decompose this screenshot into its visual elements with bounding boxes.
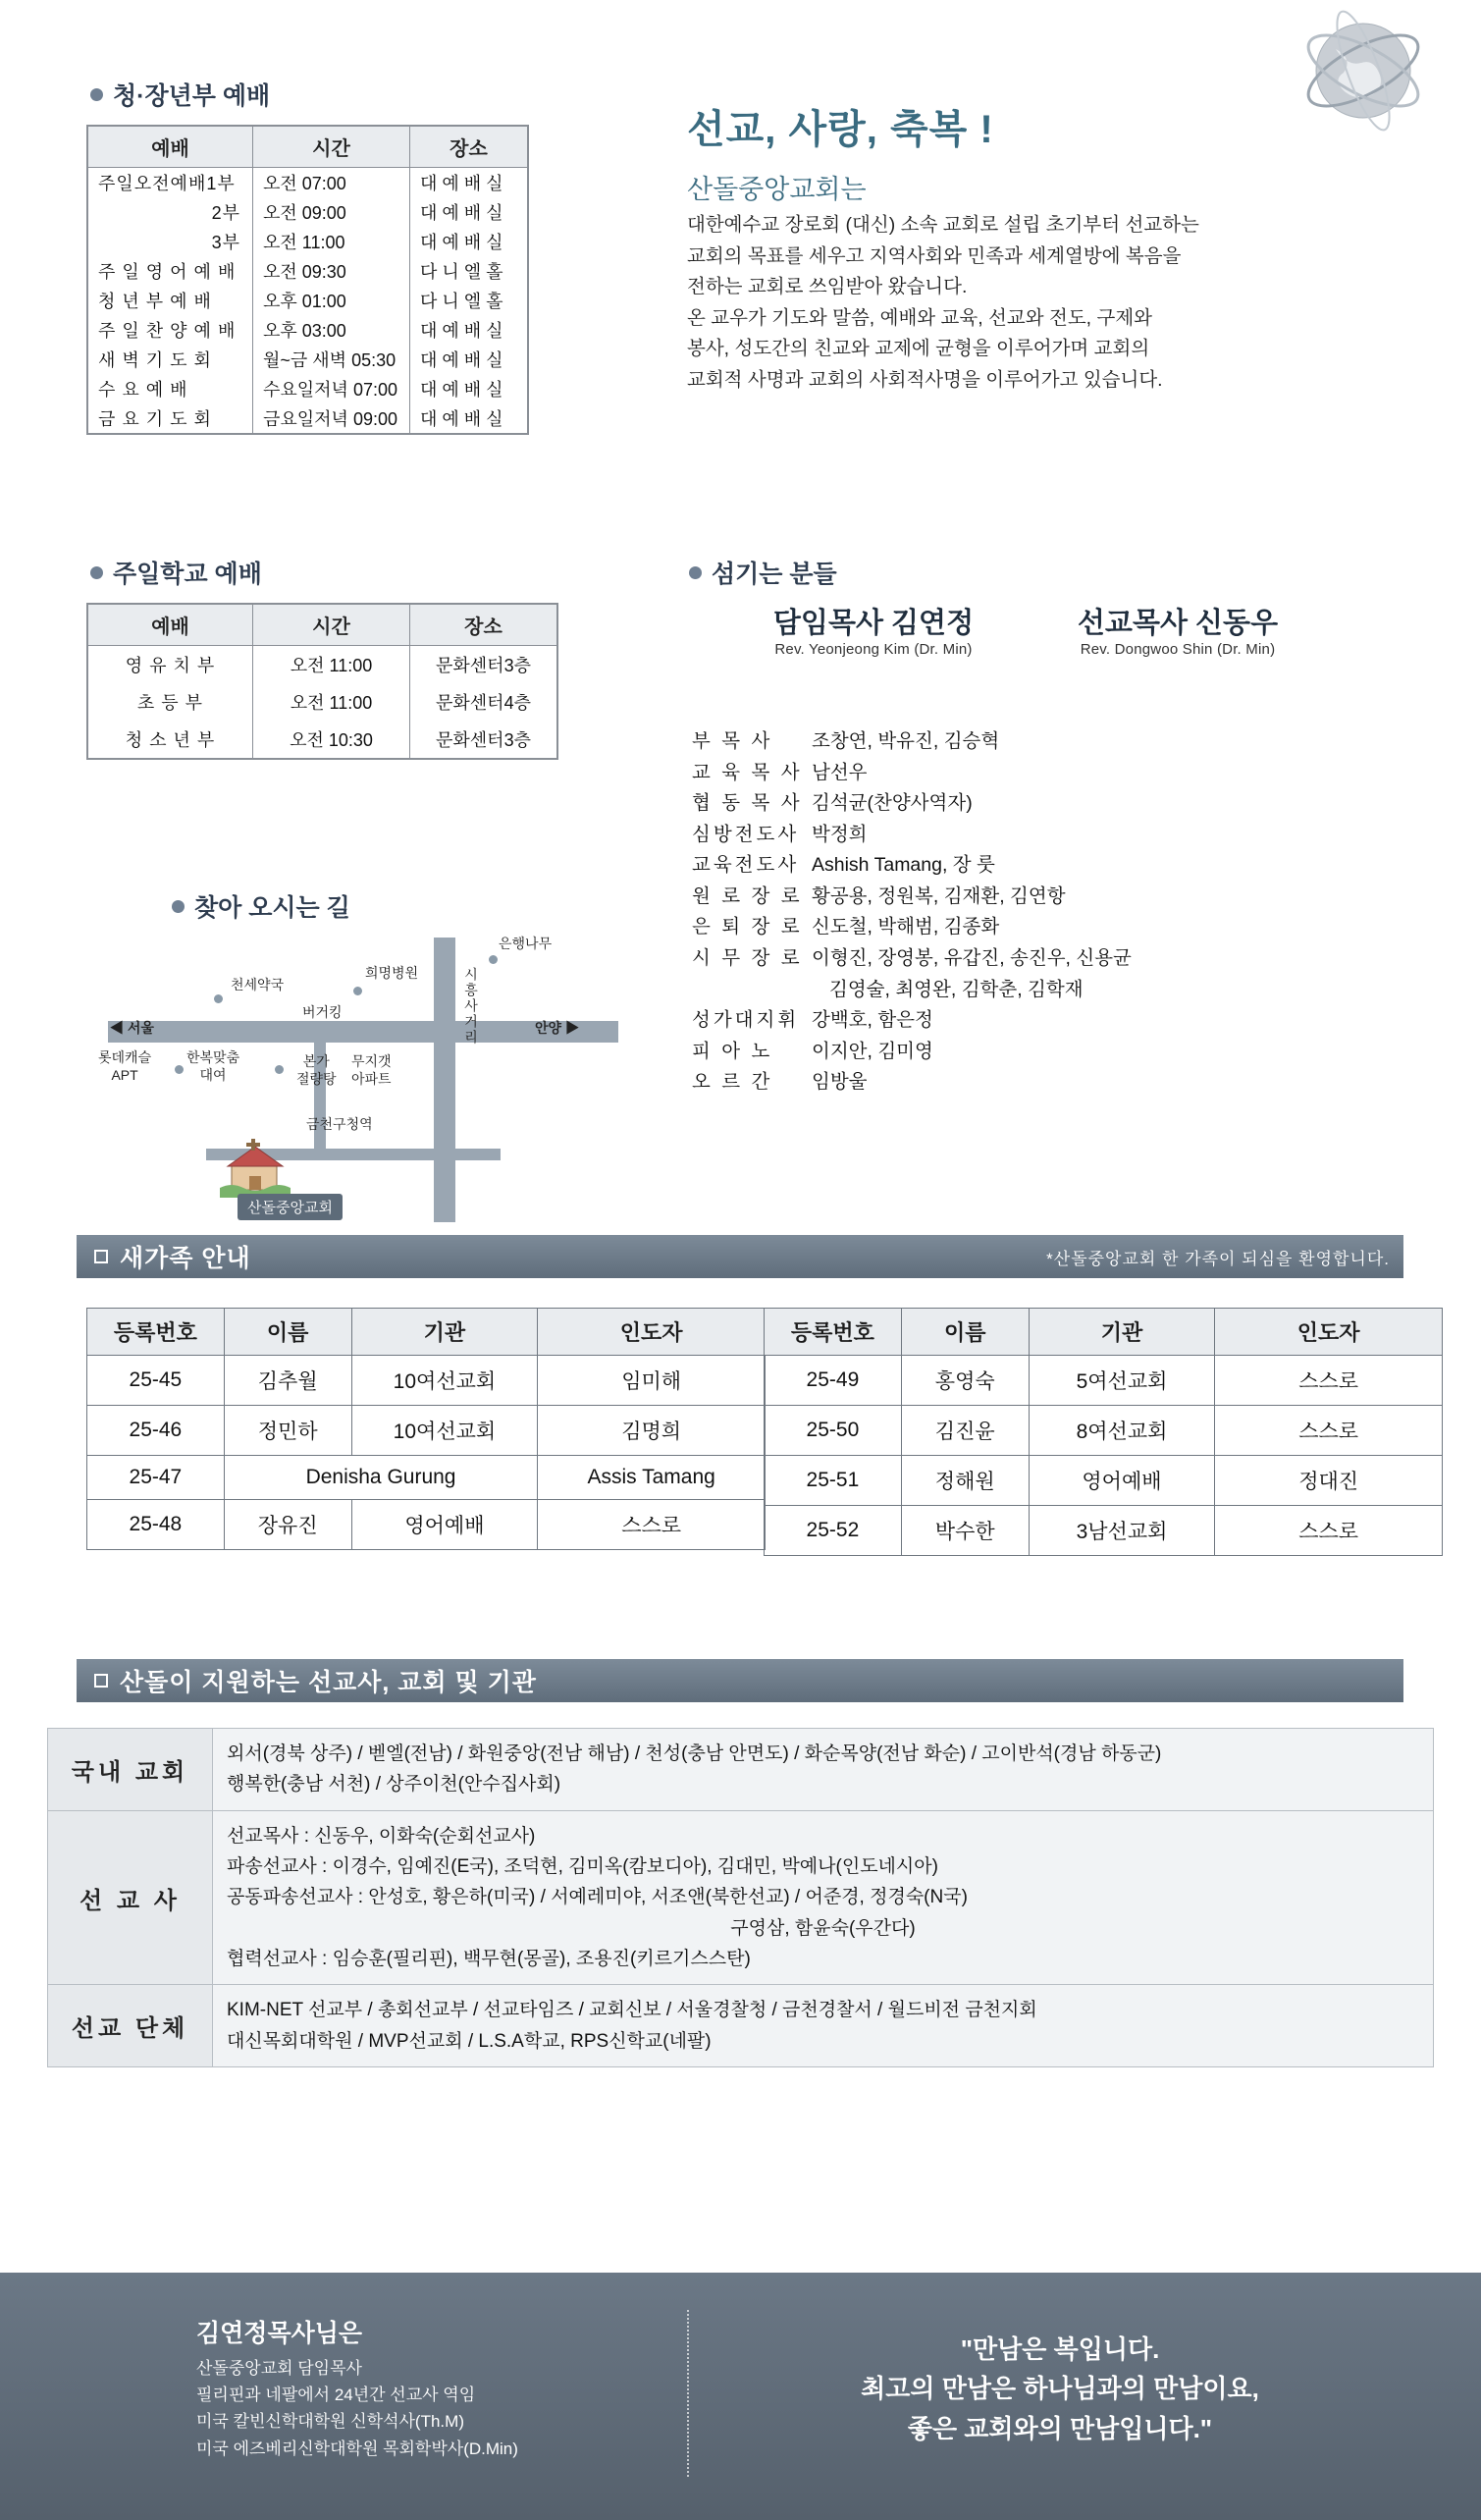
table-cell: 25-47 [87, 1456, 225, 1500]
table-cell: 25-45 [87, 1356, 225, 1406]
leader-name: 선교목사 신동우 [1077, 608, 1279, 639]
map-label-siheung: 시흥사거리 [463, 967, 479, 1046]
table-cell: 25-52 [765, 1506, 902, 1556]
column-header: 인도자 [538, 1309, 766, 1356]
newfamily-table-left [86, 1308, 766, 1550]
column-header: 이름 [901, 1309, 1029, 1356]
table-cell: 문화센터3층 [410, 721, 557, 759]
missions-line: 행복한(충남 서천) / 상주이천(안수집사회) [227, 1774, 561, 1796]
table-row [87, 1406, 766, 1456]
table-cell: 대 예 배 실 [410, 345, 528, 374]
leader-1 [726, 601, 1021, 658]
table-cell: 오전 11:00 [253, 227, 410, 256]
staff-row [692, 943, 1379, 975]
table-row [88, 403, 528, 434]
staff-heading-text: 섬기는 분들 [712, 561, 837, 588]
staff-label: 은 퇴 장 로 [692, 916, 803, 938]
staff-value: Ashish Tamang, 장 룻 [812, 854, 995, 877]
map-heading-text: 찾아 오시는 길 [194, 894, 350, 922]
missions-row [48, 1729, 1434, 1811]
table-cell: 다 니 엘 홀 [410, 286, 528, 315]
column-header: 등록번호 [765, 1309, 902, 1356]
missions-line: KIM-NET 선교부 / 총회선교부 / 선교타임즈 / 교회신보 / 서울경찰청 / 금천경찰서 / 월드비전 금천지회 [227, 2000, 1037, 2021]
table-cell: 영어예배 [1029, 1456, 1215, 1506]
table-cell: 8여선교회 [1029, 1406, 1215, 1456]
worship-heading [90, 77, 270, 112]
table-row [88, 315, 528, 345]
map-dot-icon [489, 955, 498, 964]
intro-line: 온 교우가 기도와 말씀, 예배와 교육, 선교와 전도, 구제와 [687, 306, 1153, 329]
table-cell: 금요일저녁 09:00 [253, 403, 410, 434]
footer-quote-line: "만남은 복입니다. [960, 2334, 1160, 2364]
footer-pastor-name: 김연정목사님은 [196, 2320, 363, 2347]
sundayschool-table-wrap [86, 603, 558, 765]
map-label-seoul: ◀ 서울 [110, 1020, 154, 1036]
table-row [765, 1356, 1443, 1406]
missions-line: 대신목회대학원 / MVP선교회 / L.S.A학교, RPS신학교(네팔) [227, 2030, 712, 2052]
table-cell: 정대진 [1215, 1456, 1443, 1506]
column-header: 기관 [351, 1309, 538, 1356]
table-cell: Denisha Gurung [224, 1456, 538, 1500]
page-footer [0, 2273, 1481, 2520]
table-cell: 25-50 [765, 1406, 902, 1456]
staff-label: 오 르 간 [692, 1071, 773, 1094]
table-cell: 대 예 배 실 [410, 315, 528, 345]
footer-bio [196, 2314, 658, 2462]
missions-category-label: 국내 교회 [48, 1729, 213, 1811]
intro-line: 대한예수교 장로회 (대신) 소속 교회로 설립 초기부터 선교하는 [687, 214, 1199, 236]
table-cell: 스스로 [1215, 1356, 1443, 1406]
map-label-station: 금천구청역 [306, 1116, 373, 1132]
staff-row [692, 1037, 1379, 1068]
footer-quote-line: 좋은 교회와의 만남입니다." [907, 2413, 1213, 2443]
table-cell: 김진윤 [901, 1406, 1029, 1456]
missions-line: 공동파송선교사 : 안성호, 황은하(미국) / 서예레미야, 서조앤(북한선교) / 어준경, 정경숙(N국) [227, 1887, 968, 1908]
table-cell: 청 년 부 예 배 [88, 286, 253, 315]
worship-heading-text: 청·장년부 예배 [113, 82, 271, 110]
table-cell: 25-46 [87, 1406, 225, 1456]
map-dot-icon [353, 987, 362, 995]
table-row [87, 1356, 766, 1406]
table-cell: 2부 [88, 197, 253, 227]
table-cell: 5여선교회 [1029, 1356, 1215, 1406]
map-label-lotte: 롯데캐슬 APT [98, 1049, 152, 1083]
map-dot-icon [175, 1065, 184, 1074]
table-cell: 월~금 새벽 05:30 [253, 345, 410, 374]
table-cell: 청 소 년 부 [88, 721, 253, 759]
staff-label: 교육전도사 [692, 854, 800, 877]
table-cell: 오전 11:00 [253, 646, 410, 684]
sundayschool-heading-text: 주일학교 예배 [113, 561, 262, 588]
worship-table-wrap [86, 125, 529, 440]
table-cell: 임미해 [538, 1356, 766, 1406]
map-label-apt: 무지갯 아파트 [351, 1053, 392, 1087]
staff-label [692, 975, 812, 1006]
missions-line: 구영삼, 함윤숙(우간다) [730, 1917, 916, 1939]
missions-row [48, 1810, 1434, 1985]
staff-value: 김영술, 최영완, 김학춘, 김학재 [829, 978, 1084, 1000]
missions-heading-text: 산돌이 지원하는 선교사, 교회 및 기관 [120, 1669, 537, 1696]
table-cell: 25-49 [765, 1356, 902, 1406]
staff-row [692, 820, 1379, 851]
table-cell: 새 벽 기 도 회 [88, 345, 253, 374]
column-header: 기관 [1029, 1309, 1215, 1356]
staff-row [692, 912, 1379, 943]
table-cell: 10여선교회 [351, 1406, 538, 1456]
newfamily-table-left-wrap [86, 1308, 766, 1550]
square-bullet-icon [94, 1250, 108, 1263]
newfamily-table-right-wrap [764, 1308, 1443, 1556]
table-row [88, 374, 528, 403]
column-header: 시간 [253, 127, 410, 168]
table-cell: 주 일 영 어 예 배 [88, 256, 253, 286]
missions-category-label: 선 교 사 [48, 1810, 213, 1985]
missions-category-values [213, 1985, 1434, 2067]
newfamily-heading-text: 새가족 안내 [120, 1245, 251, 1272]
table-row [88, 227, 528, 256]
table-row [88, 683, 557, 721]
staff-label: 성가대지휘 [692, 1009, 800, 1032]
slogan-text: 선교, 사랑, 축복 ! [687, 108, 994, 151]
staff-row [692, 726, 1379, 758]
table-cell: 25-48 [87, 1500, 225, 1550]
table-row [88, 286, 528, 315]
staff-value: 김석균(찬양사역자) [812, 792, 973, 815]
table-cell: 정민하 [224, 1406, 351, 1456]
staff-label: 부 목 사 [692, 730, 773, 752]
staff-value: 황공용, 정원복, 김재환, 김연항 [812, 885, 1066, 907]
staff-value: 이지안, 김미영 [812, 1040, 933, 1062]
leader-rev: Rev. Dongwoo Shin (Dr. Min) [1080, 641, 1276, 658]
table-cell: 오전 11:00 [253, 683, 410, 721]
table-cell: 김명희 [538, 1406, 766, 1456]
map-label-anyang: 안양 ▶ [535, 1020, 579, 1036]
leader-2 [1031, 601, 1325, 658]
bullet-dot-icon [90, 566, 103, 579]
table-cell: 3남선교회 [1029, 1506, 1215, 1556]
newfamily-note: *산돌중앙교회 한 가족이 되심을 환영합니다. [1046, 1249, 1390, 1268]
table-cell: 스스로 [538, 1500, 766, 1550]
intro-block [687, 98, 1315, 396]
missions-line: 파송선교사 : 이경수, 임예진(E국), 조덕현, 김미옥(캄보디아), 김대민, 박예나(인도네시아) [227, 1856, 938, 1878]
road-vertical [434, 938, 455, 1222]
staff-label: 심방전도사 [692, 823, 800, 845]
table-row [88, 721, 557, 759]
table-cell: 오전 09:00 [253, 197, 410, 227]
table-cell: 25-51 [765, 1456, 902, 1506]
sundayschool-table [87, 604, 557, 759]
table-header-row [88, 127, 528, 168]
missions-table-wrap [47, 1728, 1434, 2067]
footer-quote [746, 2330, 1374, 2448]
missions-category-values [213, 1729, 1434, 1811]
column-header: 예배 [88, 127, 253, 168]
table-header-row [88, 605, 557, 646]
map-heading [172, 888, 350, 924]
missions-line: 선교목사 : 신동우, 이화숙(순회선교사) [227, 1825, 536, 1847]
table-cell: 장유진 [224, 1500, 351, 1550]
table-row [765, 1456, 1443, 1506]
map-label-hanbok: 한복맞춤 대여 [186, 1049, 240, 1083]
intro-line: 전하는 교회로 쓰임받아 왔습니다. [687, 276, 968, 298]
staff-row [692, 882, 1379, 913]
table-cell: 대 예 배 실 [410, 168, 528, 198]
staff-value: 임방울 [812, 1071, 868, 1094]
bullet-dot-icon [689, 566, 702, 579]
staff-label: 교 육 목 사 [692, 761, 803, 783]
table-cell: 오후 03:00 [253, 315, 410, 345]
table-row [87, 1456, 766, 1500]
intro-line: 교회의 목표를 세우고 지역사회와 민족과 세계열방에 복음을 [687, 244, 1182, 267]
table-row [765, 1506, 1443, 1556]
table-cell: 대 예 배 실 [410, 403, 528, 434]
staff-label: 시 무 장 로 [692, 947, 803, 970]
staff-label: 협 동 목 사 [692, 792, 803, 815]
newfamily-table-right [764, 1308, 1443, 1556]
staff-value: 남선우 [812, 761, 868, 783]
column-header: 예배 [88, 605, 253, 646]
bullet-dot-icon [90, 88, 103, 101]
table-cell: 10여선교회 [351, 1356, 538, 1406]
table-cell: 영 유 치 부 [88, 646, 253, 684]
staff-row [692, 975, 1379, 1006]
staff-list [692, 726, 1379, 1099]
table-cell: 문화센터3층 [410, 646, 557, 684]
table-cell: Assis Tamang [538, 1456, 766, 1500]
column-header: 장소 [410, 127, 528, 168]
staff-value: 이형진, 장영봉, 유갑진, 송진우, 신용균 [812, 947, 1132, 970]
footer-bio-line: 필리핀과 네팔에서 24년간 선교사 역임 [196, 2386, 476, 2405]
leader-name: 담임목사 김연정 [772, 608, 975, 639]
staff-row [692, 788, 1379, 820]
map-label-burgerking: 버거킹 [302, 1004, 343, 1020]
staff-heading [689, 555, 837, 590]
church-icon [216, 1139, 294, 1198]
table-cell: 다 니 엘 홀 [410, 256, 528, 286]
map-dot-icon [275, 1065, 284, 1074]
table-cell: 오전 09:30 [253, 256, 410, 286]
staff-value: 강백호, 함은정 [812, 1009, 933, 1032]
staff-label: 피 아 노 [692, 1040, 773, 1062]
column-header: 이름 [224, 1309, 351, 1356]
footer-bio-lines [196, 2355, 658, 2462]
table-row [87, 1500, 766, 1550]
column-header: 인도자 [1215, 1309, 1443, 1356]
table-cell: 오후 01:00 [253, 286, 410, 315]
column-header: 등록번호 [87, 1309, 225, 1356]
table-cell: 초 등 부 [88, 683, 253, 721]
table-cell: 김추월 [224, 1356, 351, 1406]
table-header-row [87, 1309, 766, 1356]
staff-value: 박정희 [812, 823, 868, 845]
table-cell: 정해원 [901, 1456, 1029, 1506]
location-map [88, 928, 638, 1222]
footer-bio-line: 미국 칼빈신학대학원 신학석사(Th.M) [196, 2412, 464, 2432]
footer-bio-line: 산돌중앙교회 담임목사 [196, 2359, 362, 2378]
church-marker-label: 산돌중앙교회 [238, 1194, 343, 1220]
column-header: 장소 [410, 605, 557, 646]
footer-quote-line: 최고의 만남은 하나님과의 만남이요, [861, 2374, 1259, 2404]
newfamily-section-bar [77, 1235, 1403, 1278]
map-label-cheonse: 천세약국 [231, 977, 285, 992]
map-label-bonga: 본가 절량탕 [296, 1053, 337, 1087]
missions-table [47, 1728, 1434, 2067]
footer-bio-line: 미국 에즈베리신학대학원 목회학박사(D.Min) [196, 2439, 518, 2458]
table-row [88, 646, 557, 684]
road-branch [314, 1021, 326, 1158]
map-label-huimyung: 희명병원 [365, 965, 419, 981]
church-name-text: 산돌중앙교회는 [687, 175, 867, 204]
table-row [88, 168, 528, 198]
sundayschool-heading [90, 555, 262, 590]
leader-rev: Rev. Yeonjeong Kim (Dr. Min) [774, 641, 973, 658]
intro-line: 교회적 사명과 교회의 사회적사명을 이루어가고 있습니다. [687, 368, 1163, 391]
table-cell: 3부 [88, 227, 253, 256]
table-cell: 대 예 배 실 [410, 197, 528, 227]
table-row [88, 345, 528, 374]
missions-category-values [213, 1810, 1434, 1985]
table-cell: 영어예배 [351, 1500, 538, 1550]
staff-value: 조창연, 박유진, 김승혁 [812, 730, 1000, 752]
table-cell: 주 일 찬 양 예 배 [88, 315, 253, 345]
table-cell: 오전 10:30 [253, 721, 410, 759]
square-bullet-icon [94, 1674, 108, 1688]
map-label-eunhaeng: 은행나무 [499, 936, 553, 951]
table-row [88, 197, 528, 227]
map-dot-icon [214, 994, 223, 1003]
missions-category-label: 선교 단체 [48, 1985, 213, 2067]
bullet-dot-icon [172, 900, 185, 913]
table-row [765, 1406, 1443, 1456]
table-cell: 주일오전예배1부 [88, 168, 253, 198]
table-row [88, 256, 528, 286]
table-cell: 문화센터4층 [410, 683, 557, 721]
worship-table [87, 126, 528, 434]
missions-row [48, 1985, 1434, 2067]
staff-row [692, 850, 1379, 882]
intro-paragraph [687, 210, 1315, 396]
table-header-row [765, 1309, 1443, 1356]
missions-section-bar [77, 1659, 1403, 1702]
table-cell: 스스로 [1215, 1506, 1443, 1556]
missions-line: 협력선교사 : 임승훈(필리핀), 백무현(몽골), 조용진(키르기스스탄) [227, 1949, 751, 1970]
table-cell: 수요일저녁 07:00 [253, 374, 410, 403]
staff-row [692, 758, 1379, 789]
staff-row [692, 1005, 1379, 1037]
staff-value: 신도철, 박해범, 김종화 [812, 916, 1000, 938]
staff-label: 원 로 장 로 [692, 885, 803, 907]
table-cell: 오전 07:00 [253, 168, 410, 198]
table-cell: 홍영숙 [901, 1356, 1029, 1406]
table-cell: 박수한 [901, 1506, 1029, 1556]
intro-line: 봉사, 성도간의 친교와 교제에 균형을 이루어가며 교회의 [687, 338, 1150, 360]
table-cell: 금 요 기 도 회 [88, 403, 253, 434]
staff-row [692, 1067, 1379, 1099]
missions-line: 외서(경북 상주) / 벧엘(전남) / 화원중앙(전남 해남) / 천성(충남 안면도) / 화순목양(전남 화순) / 고이반석(경남 하동군) [227, 1743, 1162, 1764]
table-cell: 수 요 예 배 [88, 374, 253, 403]
table-cell: 대 예 배 실 [410, 227, 528, 256]
column-header: 시간 [253, 605, 410, 646]
table-cell: 스스로 [1215, 1406, 1443, 1456]
footer-divider [687, 2310, 689, 2477]
table-cell: 대 예 배 실 [410, 374, 528, 403]
